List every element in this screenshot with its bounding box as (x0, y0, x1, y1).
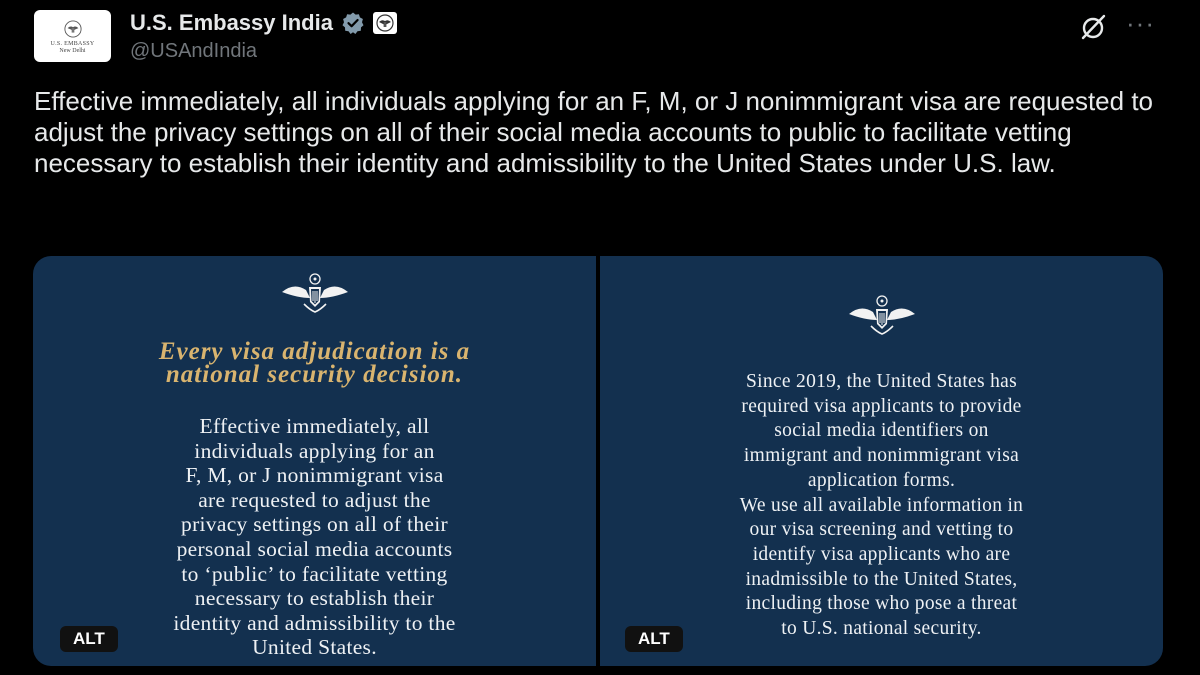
media-image-left[interactable] (33, 256, 596, 666)
eagle-seal-icon (847, 292, 917, 340)
eagle-seal-icon (280, 270, 350, 318)
grok-icon[interactable] (1078, 12, 1108, 42)
avatar-line-2: New Delhi (59, 48, 86, 54)
tweet-media[interactable] (33, 256, 1163, 666)
tweet-text: Effective immediately, all individuals applying for an F, M, or J nonimmigrant visa are requested to adjust the privacy settings on all of their social media accounts to public to facilitate vetting necessary to establish their identity and admissibility to the United States under U.S. law. (34, 86, 1154, 178)
state-department-seal-icon[interactable] (373, 12, 397, 34)
author-name-row (130, 10, 397, 36)
panel-body-right: Since 2019, the United States has required visa applicants to provide social media identifiers on immigrant and nonimmigrant visa application forms. We use all available information in our visa screening and vetting to identify visa applicants who are inadmissible to the United States, including those who pose a threat to U.S. national security. (739, 371, 1024, 640)
alt-text-button-left[interactable]: ALT (60, 626, 118, 652)
panel-body-left: Effective immediately, all individuals applying for an F, M, or J nonimmigrant visa are requested to adjust the privacy settings on all of their personal social media accounts to ‘public’ to facilitate vetting necessary to establish their identity and admissibility to the United States. (173, 414, 456, 660)
display-name[interactable]: U.S. Embassy India (130, 10, 333, 35)
alt-text-button-right[interactable]: ALT (625, 626, 683, 652)
author-handle[interactable]: @USAndIndia (130, 40, 258, 62)
avatar-line-1: U.S. EMBASSY (50, 41, 95, 47)
headline-line-2: national security decision. (165, 361, 464, 388)
avatar[interactable] (34, 10, 111, 62)
media-image-right[interactable] (600, 256, 1163, 666)
verified-badge-icon[interactable] (341, 11, 365, 35)
embassy-seal-icon (64, 20, 82, 38)
panel-headline (159, 340, 470, 386)
headline-line-1: Every visa adjudication is a (158, 338, 471, 365)
more-icon[interactable]: ··· (1126, 8, 1155, 38)
